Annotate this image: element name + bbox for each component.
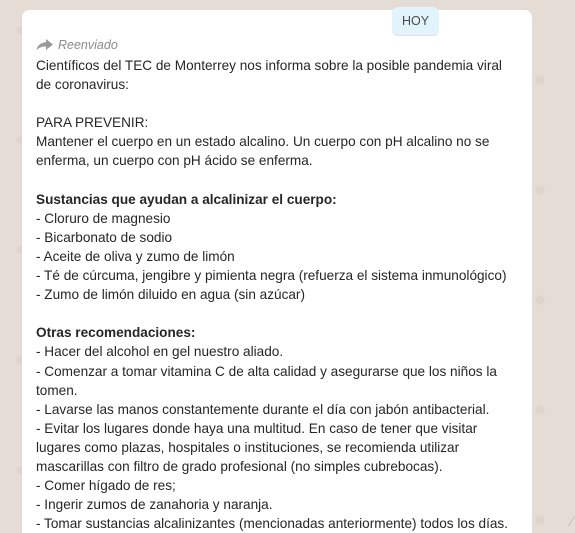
message-line (36, 304, 528, 323)
message-line: - Comenzar a tomar vitamina C de alta calidad y asegurarse que los niños la (36, 363, 497, 379)
message-heading-line: Sustancias que ayudan a alcalinizar el cuerpo: (36, 191, 337, 207)
message-line: - Aceite de oliva y zumo de limón (36, 248, 235, 264)
message-line: mascarillas con filtro de grado profesional (no simples cubrebocas). (36, 458, 443, 474)
message-line: tomen. (36, 382, 78, 398)
message-line: - Tomar sustancias alcalinizantes (mencionadas anteriormente) todos los días. (36, 516, 508, 532)
forwarded-label: Reenviado (58, 38, 118, 52)
message-line: lugares como plazas, hospitales o instituciones, se recomienda utilizar (36, 439, 460, 455)
message-line: Mantener el cuerpo en un estado alcalino. Un cuerpo con pH alcalino no se (36, 134, 490, 150)
message-line: - Zumo de limón diluido en agua (sin azúcar) (36, 287, 305, 303)
message-line: PARA PREVENIR: (36, 115, 149, 131)
message-line: - Comer hígado de res; (36, 478, 176, 494)
forwarded-indicator (36, 36, 528, 54)
message-line: enferma, un cuerpo con pH ácido se enferma. (36, 153, 313, 169)
message-line: - Bicarbonato de sodio (36, 229, 173, 245)
message-line: de coronavirus: (36, 77, 129, 93)
message-line: - Té de cúrcuma, jengibre y pimienta negra (refuerza el sistema inmunológico) (36, 268, 507, 284)
message-text (36, 56, 528, 533)
message-bubble[interactable] (22, 10, 532, 533)
message-content (36, 36, 528, 533)
message-line: - Evitar los lugares donde haya una multitud. En caso de tener que visitar (36, 420, 478, 436)
forward-arrow-icon (36, 39, 54, 51)
message-line (36, 171, 528, 190)
date-chip: HOY (392, 7, 439, 35)
message-line: Científicos del TEC de Monterrey nos informa sobre la posible pandemia viral (36, 58, 502, 73)
message-line (36, 94, 528, 113)
message-heading-line: Otras recomendaciones: (36, 325, 196, 341)
message-line: - Ingerir zumos de zanahoria y naranja. (36, 497, 273, 513)
message-line: - Lavarse las manos constantemente durante el día con jabón antibacterial. (36, 401, 490, 417)
background-pattern-glyph: ⁄ (570, 513, 573, 529)
message-line: - Hacer del alcohol en gel nuestro aliado. (36, 344, 284, 360)
message-line: - Cloruro de magnesio (36, 210, 171, 226)
